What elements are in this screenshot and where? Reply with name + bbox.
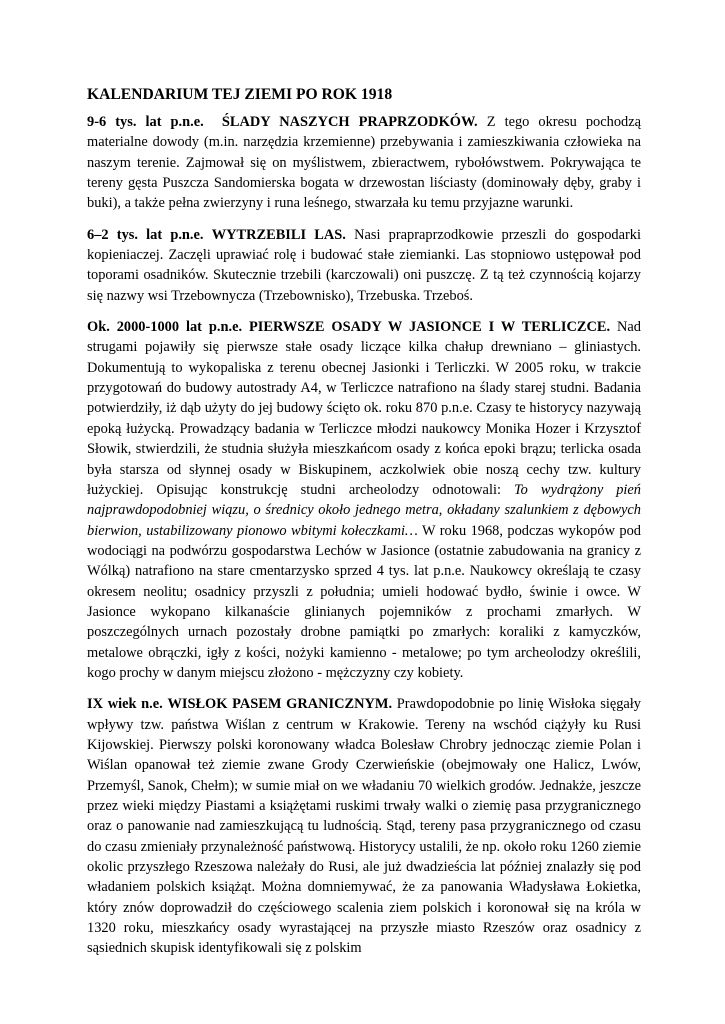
section-paragraph <box>87 694 641 958</box>
section-heading: PIERWSZE OSADY W JASIONCE I W TERLICZCE. <box>249 319 611 336</box>
section-text: Prawdopodobnie po linię Wisłoka sięgały wpływy tzw. państwa Wiślan z centrum w Krakowie. Tereny na wschód ciążyły ku Rusi Kijowskiej. Pierwszy polski koronowany władca Bolesław Chrobry jednocząc ziemie Polan i Wiślan opanował też ziemie zwane Grody Czerwieńskie (obejmowały one Halicz, Lwów, Przemyśl, Sanok, Chełm); w sumie miał on we władaniu 70 wielkich grodów. Jednakże, jeszcze przez wieki między Piastami a książętami ruskimi trwały walki o ziemię pasa przygranicznego oraz o panowanie nad zamieszkującą tu ludnością. Stąd, tereny pasa przygranicznego od czasu do czasu zmieniały przynależność państwową. Historycy ustalili, że np. około roku 1260 ziemie okolic przyszłego Rzeszowa należały do Rusi, ale już dwadzieścia lat później znalazły się pod władaniem polskich książąt. Można domniemywać, że za panowania Władysława Łokietka, który znów doprowadził do częściowego scalenia ziem polskich i koronował się na króla w 1320 roku, mieszkańcy osady wyrastającej na przyszłe miasto Rzeszów oraz osadnicy z sąsiednich skupisk identyfikowali się z polskim <box>87 696 641 957</box>
section-date: 9-6 tys. lat p.n.e. <box>87 114 204 130</box>
section-heading: WYTRZEBILI LAS. <box>211 226 346 243</box>
section-date: IX wiek n.e. <box>87 696 163 713</box>
document-page <box>87 85 641 970</box>
section-text: Nasi prapraprzodkowie przeszli do gospodarki kopieniaczej. Zaczęli uprawiać rolę i budować stałe ziemianki. Las stopniowo ustępował pod toporami osadników. Skutecznie trzebili (karczowali) oni puszczę. Z tą też czynnością kojarzy się nazwy wsi Trzebownycza (Trzebownisko), Trzebuska. Trzeboś. <box>87 226 641 304</box>
section-paragraph <box>87 317 641 683</box>
section-date: 6–2 tys. lat p.n.e. <box>87 226 204 243</box>
section-paragraph <box>87 112 641 214</box>
document-title: KALENDARIUM TEJ ZIEMI PO ROK 1918 <box>87 86 393 103</box>
section-text: Z tego okresu pochodzą materialne dowody (m.in. narzędzia krzemienne) przebywania i zamieszkiwania człowieka na naszym terenie. Zajmował się on myślistwem, zbieractwem, rybołówstwem. Pokrywająca te tereny gęsta Puszcza Sandomierska bogata w drzewostan liściasty (dominowały dęby, graby i buki), a także pełna zwierzyny i runa leśnego, stwarzała ku temu przyjazne warunki. <box>87 114 641 212</box>
section-text-after: W roku 1968, podczas wykopów pod wodociągi na podwórzu gospodarstwa Lechów w Jasionce (ostatnie zabudowania na granicy z Wólką) natrafiono na stare cmentarzysko sprzed 4 tys. lat p.n.e. Naukowcy określają te czasy okresem neolitu; osadnicy przyszli z południa; umieli hodować bydło, świnie i owce. W Jasionce wykopano kilkanaście glinianych pojemników z prochami zmarłych. W poszczególnych urnach pozostały drobne pamiątki po zmarłych: koraliki z kamyczków, metalowe obrączki, igły z kości, nożyki kamienno - metalowe; po tym archeolodzy określili, kogo prochy w danym miejscu złożono - mężczyzny czy kobiety. <box>87 522 642 681</box>
section-text: Nad strugami pojawiły się pierwsze stałe osady liczące kilka chałup drewniano – gliniastych. Dokumentują to wykopaliska z terenu obecnej Jasionki i Terliczki. W 2005 roku, w trakcie przygotowań do budowy autostrady A4, w Terliczce natrafiono na ślady starej studni. Badania potwierdziły, iż dąb użyty do jej budowy ścięto ok. roku 870 p.n.e. Czasy te historycy nazywają epoką łużycką. Prowadzący badania w Terliczce młodzi naukowcy Monika Hozer i Krzysztof Słowik, stwierdzili, że studnia służyła mieszkańcom osady z końca epoki brązu; terlicka osada była starsza od słynnej osady w Biskupinem, aczkolwiek obie noszą cechy tzw. kultury łużyckiej. Opisując konstrukcję studni archeolodzy odnotowali: <box>87 319 641 498</box>
section-heading: WISŁOK PASEM GRANICZNYM. <box>167 696 393 713</box>
section-date: Ok. 2000-1000 lat p.n.e. <box>87 319 243 336</box>
section-paragraph <box>87 225 641 306</box>
section-quote: To wydrążony pień najprawdopodobniej wiązu, o średnicy około jednego metra, okładany szalunkiem z dębowych bierwion, ustabilizowany pionowo wbitymi kołeczkami… <box>87 481 641 539</box>
section-heading: ŚLADY NASZYCH PRAPRZODKÓW. <box>221 114 478 130</box>
